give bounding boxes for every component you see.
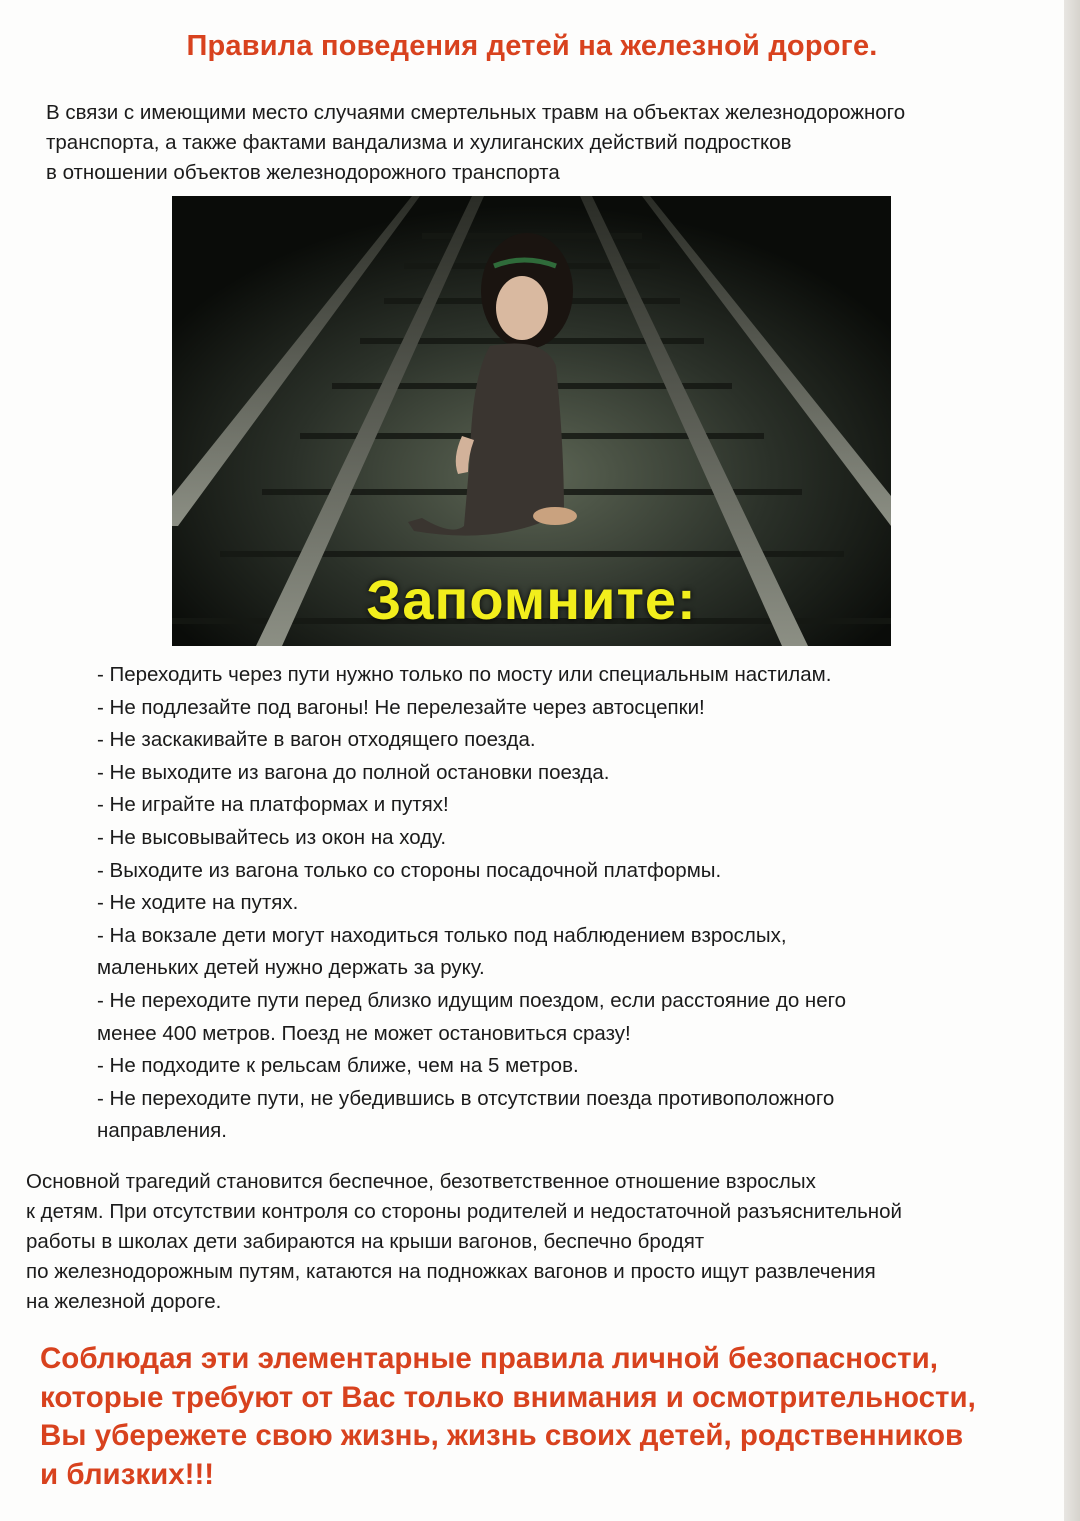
rule-item: - Не переходите пути перед близко идущим поездом, если расстояние до него (97, 988, 847, 1012)
outro-paragraph (26, 1167, 1046, 1317)
safety-rules-list (97, 659, 997, 1148)
rule-item-continuation: маленьких детей нужно держать за руку. (97, 956, 485, 980)
closing-line: Вы убережете свою жизнь, жизнь своих детей, родственников (40, 1419, 964, 1452)
scan-page-edge (1064, 0, 1080, 1521)
rule-item: - Не высовывайтесь из окон на ходу. (97, 825, 447, 849)
rule-item: - Переходить через пути нужно только по мосту или специальным настилам. (97, 663, 832, 686)
rule-item: - Не играйте на платформах и путях! (97, 793, 449, 817)
intro-line: в отношении объектов железнодорожного транспорта (46, 161, 560, 184)
rule-item: - Не заскакивайте в вагон отходящего поезда. (97, 728, 536, 752)
outro-line: к детям. При отсутствии контроля со стороны родителей и недостаточной разъяснительной (26, 1200, 902, 1223)
intro-paragraph (46, 98, 1036, 188)
outro-line: на железной дороге. (26, 1290, 222, 1313)
intro-line: В связи с имеющими место случаями смертельных травм на объектах железнодорожного (46, 101, 906, 124)
rule-item-continuation: менее 400 метров. Поезд не может остановиться сразу! (97, 1021, 631, 1045)
rule-item-continuation: направления. (97, 1119, 227, 1143)
closing-line: Соблюдая эти элементарные правила личной безопасности, (40, 1342, 938, 1375)
remember-caption: Запомните: (366, 568, 697, 631)
rule-item: - Не подлезайте под вагоны! Не перелезайте через автосцепки! (97, 695, 705, 719)
rule-item: - Не ходите на путях. (97, 891, 299, 915)
rule-item: - Не выходите из вагона до полной остановки поезда. (97, 760, 610, 784)
rule-item: - На вокзале дети могут находиться только под наблюдением взрослых, (97, 923, 787, 947)
closing-line: которые требуют от Вас только внимания и осмотрительности, (40, 1380, 976, 1414)
page-title: Правила поведения детей на железной дороге. (186, 30, 878, 62)
closing-appeal (40, 1340, 1060, 1494)
rule-item: - Не переходите пути, не убедившись в отсутствии поезда противоположного (97, 1086, 835, 1110)
rule-item: - Не подходите к рельсам ближе, чем на 5 метров. (97, 1054, 579, 1078)
intro-line: транспорта, а также фактами вандализма и хулиганских действий подростков (46, 131, 792, 154)
outro-line: Основной трагедий становится беспечное, безответственное отношение взрослых (26, 1170, 816, 1193)
girl-on-railway-photo (172, 196, 891, 646)
rule-item: - Выходите из вагона только со стороны посадочной платформы. (97, 858, 722, 882)
outro-line: работы в школах дети забираются на крыши вагонов, беспечно бродят (26, 1230, 705, 1253)
outro-line: по железнодорожным путям, катаются на подножках вагонов и просто ищут развлечения (26, 1260, 876, 1283)
closing-line: и близких!!! (40, 1457, 215, 1491)
